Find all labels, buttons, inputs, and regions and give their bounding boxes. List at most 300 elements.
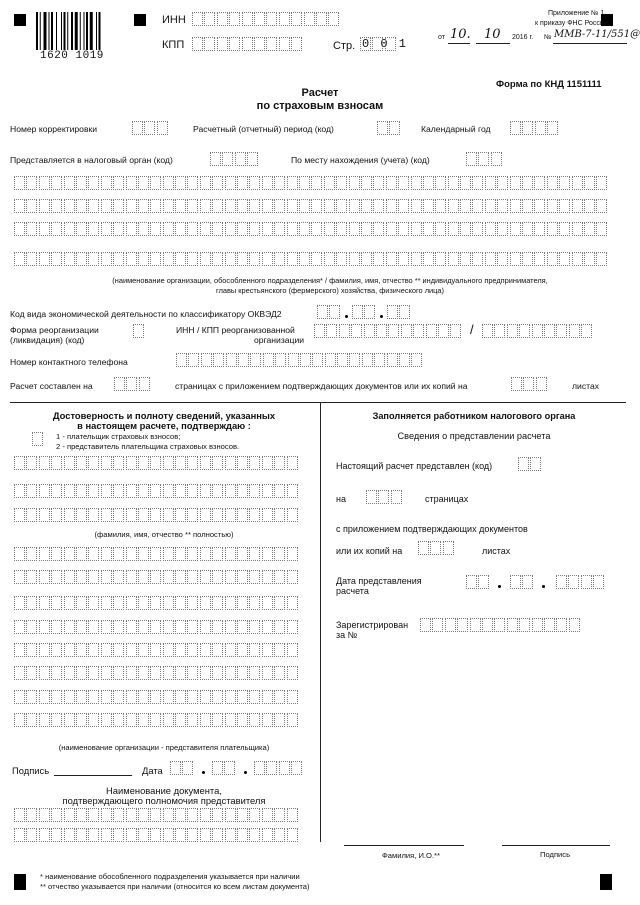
cell[interactable] [314,324,325,338]
cell[interactable] [204,12,215,26]
cell[interactable] [262,808,273,822]
cell[interactable] [39,643,50,657]
cell[interactable] [326,324,337,338]
cell[interactable] [274,484,285,498]
cell[interactable] [138,508,149,522]
cell[interactable] [249,508,260,522]
cell[interactable] [163,808,174,822]
cell[interactable] [249,828,260,842]
cell[interactable] [336,199,347,213]
cell[interactable] [76,666,87,680]
cell[interactable] [328,12,339,26]
cell[interactable] [584,252,595,266]
cell[interactable] [287,690,298,704]
cell[interactable] [212,456,223,470]
cell[interactable] [26,570,37,584]
cell[interactable] [435,176,446,190]
cell[interactable] [291,12,302,26]
rep-row-4[interactable] [14,620,299,634]
cell[interactable] [14,222,25,236]
cell[interactable] [423,176,434,190]
cell[interactable] [64,828,75,842]
cell[interactable] [460,222,471,236]
cell[interactable] [225,508,236,522]
cell[interactable] [126,713,137,727]
cell[interactable] [237,456,248,470]
cell[interactable] [485,222,496,236]
cell[interactable] [386,176,397,190]
cell[interactable] [138,484,149,498]
cell[interactable] [386,222,397,236]
cell[interactable] [204,37,215,51]
cell[interactable] [485,252,496,266]
cell[interactable] [225,666,236,680]
cell[interactable] [200,570,211,584]
cell[interactable] [126,690,137,704]
cell[interactable] [247,152,258,166]
cell[interactable] [150,808,161,822]
cell[interactable] [150,508,161,522]
doc-row-1[interactable] [14,808,299,822]
cell[interactable] [39,620,50,634]
cell[interactable] [262,176,273,190]
cell[interactable] [237,176,248,190]
cell[interactable] [64,199,75,213]
cell[interactable] [336,222,347,236]
cell[interactable] [450,324,461,338]
cell[interactable] [559,176,570,190]
cell[interactable] [523,377,534,391]
cell[interactable] [39,484,50,498]
cell[interactable] [64,222,75,236]
cell[interactable] [126,828,137,842]
cell[interactable] [262,508,273,522]
cell[interactable] [163,252,174,266]
cell[interactable] [113,199,124,213]
cell[interactable] [229,12,240,26]
cell[interactable] [249,199,260,213]
cell[interactable] [26,690,37,704]
cell[interactable] [76,713,87,727]
cell[interactable] [88,690,99,704]
cell[interactable] [401,324,412,338]
cell[interactable] [126,199,137,213]
cell[interactable] [39,596,50,610]
cell[interactable] [175,620,186,634]
cell[interactable] [460,252,471,266]
cell[interactable] [287,828,298,842]
cell[interactable] [200,484,211,498]
cell[interactable] [287,643,298,657]
cell[interactable] [324,252,335,266]
on-pages-cells[interactable] [366,490,403,504]
cell[interactable] [482,324,493,338]
cell[interactable] [64,596,75,610]
cell[interactable] [287,484,298,498]
cell[interactable] [14,596,25,610]
cell[interactable] [76,547,87,561]
cell[interactable] [76,620,87,634]
cell[interactable] [274,808,285,822]
org-name-row-3[interactable] [14,222,609,236]
cell[interactable] [324,222,335,236]
fio-row-3[interactable] [14,508,299,522]
cell[interactable] [274,508,285,522]
cell[interactable] [460,199,471,213]
cell[interactable] [534,199,545,213]
cell[interactable] [242,12,253,26]
cell[interactable] [212,484,223,498]
cell[interactable] [472,199,483,213]
cell[interactable] [249,570,260,584]
cell[interactable] [532,618,543,632]
cell[interactable] [478,575,489,589]
cell[interactable] [389,121,400,135]
cell[interactable] [126,176,137,190]
cell[interactable] [287,620,298,634]
cell[interactable] [133,324,144,338]
okved-cells-2[interactable] [352,305,377,319]
cell[interactable] [150,252,161,266]
cell[interactable] [530,457,541,471]
cell[interactable] [163,456,174,470]
cell[interactable] [225,690,236,704]
cell[interactable] [88,484,99,498]
cell[interactable] [287,199,298,213]
cell[interactable] [76,596,87,610]
rep-row-3[interactable] [14,596,299,610]
cell[interactable] [237,808,248,822]
cell[interactable] [138,666,149,680]
cell[interactable] [88,620,99,634]
cell[interactable] [192,12,203,26]
cell[interactable] [76,643,87,657]
cell[interactable] [324,176,335,190]
cell[interactable] [275,353,286,367]
cell[interactable] [187,570,198,584]
cell[interactable] [312,353,323,367]
cell[interactable] [249,547,260,561]
cell[interactable] [361,176,372,190]
cell[interactable] [200,666,211,680]
cell[interactable] [126,596,137,610]
cell[interactable] [482,618,493,632]
cell[interactable] [51,570,62,584]
cell[interactable] [163,596,174,610]
cell[interactable] [349,252,360,266]
cell[interactable] [352,305,363,319]
cell[interactable] [175,643,186,657]
cell[interactable] [510,199,521,213]
cell[interactable] [420,618,431,632]
cell[interactable] [262,828,273,842]
cell[interactable] [26,484,37,498]
cell[interactable] [126,377,137,391]
cell[interactable] [39,713,50,727]
rep-row-5[interactable] [14,643,299,657]
cell[interactable] [176,353,187,367]
cell[interactable] [262,222,273,236]
cell[interactable] [518,457,529,471]
cell[interactable] [14,508,25,522]
cell[interactable] [150,570,161,584]
cell[interactable] [14,484,25,498]
cell[interactable] [200,199,211,213]
cell[interactable] [510,575,521,589]
cell[interactable] [88,456,99,470]
cell[interactable] [212,176,223,190]
cell[interactable] [510,176,521,190]
cell[interactable] [113,620,124,634]
cell[interactable] [64,456,75,470]
cell[interactable] [497,252,508,266]
cell[interactable] [448,222,459,236]
cell[interactable] [225,620,236,634]
cell[interactable] [212,808,223,822]
cell[interactable] [51,643,62,657]
cell[interactable] [200,808,211,822]
cell[interactable] [432,618,443,632]
cell[interactable] [88,222,99,236]
cell[interactable] [349,353,360,367]
cell[interactable] [423,199,434,213]
cell[interactable] [398,222,409,236]
cell[interactable] [522,252,533,266]
cell[interactable] [287,596,298,610]
cell[interactable] [212,620,223,634]
cell[interactable] [212,547,223,561]
cell[interactable] [324,199,335,213]
cell[interactable] [26,508,37,522]
cell[interactable] [274,222,285,236]
date-pres-day-cells[interactable] [466,575,491,589]
cell[interactable] [138,808,149,822]
cell[interactable] [188,353,199,367]
cell[interactable] [76,199,87,213]
cell[interactable] [497,199,508,213]
cell[interactable] [138,176,149,190]
cell[interactable] [547,121,558,135]
cell[interactable] [544,324,555,338]
cell[interactable] [511,377,522,391]
cell[interactable] [373,199,384,213]
cell[interactable] [596,222,607,236]
rep-row-7[interactable] [14,690,299,704]
cell[interactable] [532,324,543,338]
cell[interactable] [572,199,583,213]
cell[interactable] [519,618,530,632]
cell[interactable] [14,547,25,561]
cell[interactable] [114,377,125,391]
cell[interactable] [187,508,198,522]
cell[interactable] [299,199,310,213]
cell[interactable] [226,353,237,367]
cell[interactable] [113,596,124,610]
cell[interactable] [274,643,285,657]
cell[interactable] [51,596,62,610]
cell[interactable] [237,252,248,266]
cell[interactable] [556,324,567,338]
cell[interactable] [150,222,161,236]
cell[interactable] [556,575,567,589]
cell[interactable] [126,643,137,657]
cell[interactable] [26,828,37,842]
cell[interactable] [175,828,186,842]
cell[interactable] [249,222,260,236]
cell[interactable] [76,484,87,498]
cell[interactable] [225,456,236,470]
cell[interactable] [274,828,285,842]
cell[interactable] [569,324,580,338]
rep-row-8[interactable] [14,713,299,727]
cell[interactable] [596,199,607,213]
cell[interactable] [366,490,377,504]
cell[interactable] [101,808,112,822]
cell[interactable] [430,541,441,555]
cell[interactable] [163,176,174,190]
cell[interactable] [262,713,273,727]
cell[interactable] [150,547,161,561]
cell[interactable] [287,222,298,236]
cell[interactable] [113,713,124,727]
cell[interactable] [299,176,310,190]
cell[interactable] [254,12,265,26]
cell[interactable] [200,252,211,266]
cell[interactable] [64,484,75,498]
cell[interactable] [584,199,595,213]
cell[interactable] [470,618,481,632]
cell[interactable] [300,353,311,367]
cell[interactable] [200,596,211,610]
cell[interactable] [126,484,137,498]
cell[interactable] [51,484,62,498]
correction-cells[interactable] [132,121,169,135]
cell[interactable] [225,484,236,498]
cell[interactable] [212,252,223,266]
org-name-row-4[interactable] [14,252,609,266]
cell[interactable] [14,808,25,822]
cell[interactable] [150,690,161,704]
cell[interactable] [113,508,124,522]
cell[interactable] [39,828,50,842]
cell[interactable] [187,456,198,470]
cell[interactable] [51,713,62,727]
cell[interactable] [249,176,260,190]
cell[interactable] [187,828,198,842]
cell[interactable] [26,643,37,657]
cell[interactable] [175,456,186,470]
cell[interactable] [212,596,223,610]
cell[interactable] [249,596,260,610]
cell[interactable] [364,324,375,338]
cell[interactable] [497,176,508,190]
cell[interactable] [101,456,112,470]
cell[interactable] [51,547,62,561]
signature-line[interactable] [502,845,610,846]
cell[interactable] [64,620,75,634]
okved-cells-1[interactable] [317,305,342,319]
cell[interactable] [175,484,186,498]
cell[interactable] [200,176,211,190]
cell[interactable] [187,808,198,822]
cell[interactable] [329,305,340,319]
cell[interactable] [101,713,112,727]
cell[interactable] [522,222,533,236]
cell[interactable] [222,152,233,166]
cell[interactable] [200,547,211,561]
cell[interactable] [254,37,265,51]
cell[interactable] [101,596,112,610]
cell[interactable] [187,176,198,190]
cell[interactable] [163,222,174,236]
cell[interactable] [485,199,496,213]
cell[interactable] [113,666,124,680]
cell[interactable] [187,252,198,266]
cell[interactable] [399,305,410,319]
reorg-inn-cells[interactable] [314,324,463,338]
cell[interactable] [581,324,592,338]
cell[interactable] [175,176,186,190]
cell[interactable] [435,222,446,236]
cell[interactable] [51,828,62,842]
cell[interactable] [507,324,518,338]
cell[interactable] [101,643,112,657]
date-pres-year-cells[interactable] [556,575,606,589]
cell[interactable] [291,761,302,775]
cell[interactable] [572,222,583,236]
cell[interactable] [200,828,211,842]
cell[interactable] [250,353,261,367]
cell[interactable] [88,828,99,842]
cell[interactable] [287,713,298,727]
cell[interactable] [64,643,75,657]
cell[interactable] [387,353,398,367]
cell[interactable] [126,456,137,470]
cell[interactable] [51,808,62,822]
cell[interactable] [237,596,248,610]
cell[interactable] [26,808,37,822]
cell[interactable] [398,176,409,190]
cell[interactable] [76,828,87,842]
cell[interactable] [287,547,298,561]
cell[interactable] [138,713,149,727]
cell[interactable] [187,643,198,657]
cell[interactable] [187,199,198,213]
cell[interactable] [262,596,273,610]
cell[interactable] [510,222,521,236]
cell[interactable] [200,620,211,634]
cell[interactable] [212,570,223,584]
cell[interactable] [39,252,50,266]
cell[interactable] [101,828,112,842]
cell[interactable] [254,761,265,775]
cell[interactable] [274,547,285,561]
cell[interactable] [376,324,387,338]
cell[interactable] [460,176,471,190]
cell[interactable] [507,618,518,632]
cell[interactable] [51,222,62,236]
cell[interactable] [39,222,50,236]
cell[interactable] [175,808,186,822]
cell[interactable] [249,808,260,822]
cell[interactable] [547,176,558,190]
cell[interactable] [101,570,112,584]
cell[interactable] [411,176,422,190]
cell[interactable] [132,121,143,135]
cell[interactable] [317,305,328,319]
cell[interactable] [391,490,402,504]
cell[interactable] [64,570,75,584]
